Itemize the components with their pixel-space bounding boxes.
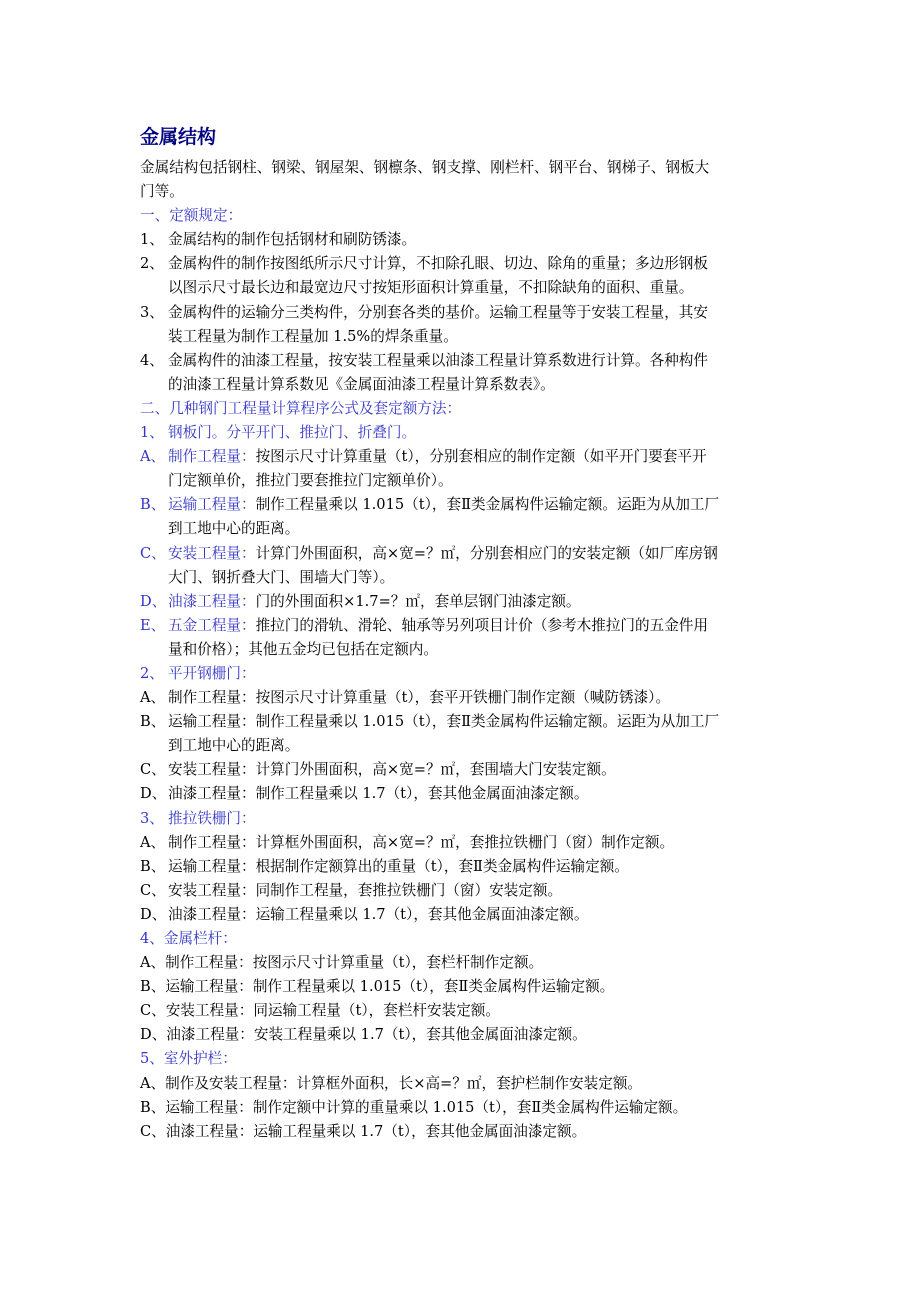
item-text: 大门、钢折叠大门、围墙大门等）。 [168,568,395,586]
item-number: A、 [140,1074,166,1092]
paragraph-list [140,156,780,1144]
item-text: 计算门外围面积，高×宽=？㎡，分别套相应门的安装定额（如厂库房钢 [255,544,718,562]
list-item [140,301,780,349]
list-item [140,951,780,975]
item-number: A、 [140,833,166,851]
text-line [140,638,780,662]
list-item [140,614,780,662]
text-line [140,373,780,397]
list-item [140,782,780,806]
section-heading [140,204,780,228]
text-line [140,590,780,614]
item-label: 油漆工程量： [168,592,256,610]
item-text: 平开钢栅门： [168,664,256,682]
text-line [140,493,780,517]
item-text: 推拉铁栅门： [168,809,256,827]
item-text: 运输工程量：根据制作定额算出的重量（t），套Ⅱ类金属构件运输定额。 [168,857,629,875]
item-number: C、 [140,761,166,779]
text-line [140,999,780,1023]
list-item [140,855,780,879]
text-line [140,204,780,228]
item-text: 二、几种钢门工程量计算程序公式及套定额方法： [140,399,462,417]
item-number: 2、 [140,664,164,682]
text-line [140,517,780,541]
item-text: 运输工程量：制作工程量乘以 1.015（t），套Ⅱ类金属构件运输定额。运距为从加工厂 [168,713,720,731]
item-text: 油漆工程量：制作工程量乘以 1.7（t），套其他金属面油漆定额。 [168,785,589,803]
list-item [140,1120,780,1144]
item-text: 油漆工程量：运输工程量乘以 1.7（t），套其他金属面油漆定额。 [165,1122,587,1140]
item-number: D、 [140,905,167,923]
list-item [140,1096,780,1120]
text-line [140,710,780,734]
section-heading [140,1047,780,1071]
text-line [140,228,780,252]
text-line [140,180,780,204]
text-line [140,421,780,445]
item-label: 五金工程量： [168,616,256,634]
item-number: C、 [140,544,166,562]
item-number: B、 [140,1098,166,1116]
item-text: 以图示尺寸最长边和最宽边尺寸按矩形面积计算重量，不扣除缺角的面积、重量。 [168,279,694,297]
item-label: 安装工程量： [168,544,256,562]
item-text: 一、定额规定： [140,207,243,225]
item-text: 到工地中心的距离。 [168,737,300,755]
list-item [140,493,780,541]
item-number: 2、 [140,255,164,273]
item-text: 制作及安装工程量：计算框外面积，长×高=？㎡，套护栏制作安装定额。 [165,1074,643,1092]
item-text: 金属结构的制作包括钢材和刷防锈漆。 [168,231,417,249]
text-line [140,397,780,421]
text-line [140,349,780,373]
item-number: C、 [140,881,166,899]
list-item [140,758,780,782]
text-line [140,831,780,855]
item-number: A、 [140,954,166,972]
list-item [140,903,780,927]
item-number: 3、 [140,809,164,827]
section-heading [140,662,780,686]
item-text: 制作工程量：按图示尺寸计算重量（t），套平开铁栅门制作定额（喊防锈漆）。 [168,689,671,707]
text-line [140,758,780,782]
list-item [140,879,780,903]
item-text: 金属构件的制作按图纸所示尺寸计算，不扣除孔眼、切边、除角的重量；多边形钢板 [168,255,708,273]
item-text: 制作工程量：计算框外围面积，高×宽=？㎡，套推拉铁栅门（窗）制作定额。 [168,833,675,851]
text-line [140,566,780,590]
item-number: E、 [140,616,166,634]
text-line [140,879,780,903]
item-text: 制作工程量：按图示尺寸计算重量（t），套栏杆制作定额。 [165,954,544,972]
text-line [140,614,780,638]
item-number: B、 [140,978,166,996]
item-number: A、 [140,689,166,707]
section-heading [140,421,780,445]
item-text: 运输工程量：制作定额中计算的重量乘以 1.015（t），套Ⅱ类金属构件运输定额。 [165,1098,688,1116]
text-line [140,1047,780,1071]
list-item [140,975,780,999]
text-line [140,301,780,325]
document-body [140,122,780,1144]
item-text: 的油漆工程量计算系数见《金属面油漆工程量计算系数表》。 [168,375,555,393]
list-item [140,590,780,614]
text-line [140,156,780,180]
text-line [140,686,780,710]
list-item [140,156,780,204]
text-line [140,734,780,758]
list-item [140,445,780,493]
text-line [140,325,780,349]
item-number: B、 [140,713,166,731]
text-line [140,927,780,951]
item-text: 推拉门的滑轨、滑轮、轴承等另列项目计价（参考木推拉门的五金件用 [255,616,708,634]
text-line [140,542,780,566]
item-text: 门定额单价，推拉门要套推拉门定额单价）。 [168,472,453,490]
text-line [140,975,780,999]
list-item [140,252,780,300]
item-text: 油漆工程量：安装工程量乘以 1.7（t），套其他金属面油漆定额。 [166,1026,587,1044]
text-line [140,445,780,469]
item-number: 3、 [140,303,164,321]
item-number: C、 [140,1002,166,1020]
text-line [140,807,780,831]
text-line [140,1023,780,1047]
item-text: 金属构件的油漆工程量，按安装工程量乘以油漆工程量计算系数进行计算。各种构件 [168,351,708,369]
text-line [140,469,780,493]
item-label: 制作工程量： [168,448,256,466]
list-item [140,228,780,252]
item-text: 安装工程量：计算门外围面积，高×宽=？㎡，套围墙大门安装定额。 [168,761,616,779]
text-line [140,276,780,300]
list-item [140,1072,780,1096]
item-text: 装工程量为制作工程量加 1.5%的焊条重量。 [168,327,458,345]
item-text: 按图示尺寸计算重量（t），分别套相应的制作定额（如平开门要套平开 [255,448,707,466]
text-line [140,1096,780,1120]
item-text: 门等。 [140,183,184,201]
item-number: 1、 [140,231,164,249]
item-number: 5、 [140,1050,164,1068]
text-line [140,951,780,975]
item-number: C、 [140,1122,166,1140]
item-text: 安装工程量：同制作工程量，套推拉铁栅门（窗）安装定额。 [168,881,563,899]
item-number: 4、 [140,930,164,947]
item-text: 安装工程量：同运输工程量（t），套栏杆安装定额。 [165,1002,500,1020]
section-heading [140,397,780,421]
item-number: 4、 [140,351,164,369]
item-text: 金属构件的运输分三类构件，分别套各类的基价。运输工程量等于安装工程量，其安 [168,303,708,321]
item-text: 门的外围面积×1.7=？㎡，套单层钢门油漆定额。 [255,592,581,610]
list-item [140,710,780,758]
section-heading [140,807,780,831]
list-item [140,1023,780,1047]
text-line [140,782,780,806]
text-line [140,662,780,686]
item-number: B、 [140,496,166,514]
item-label: 运输工程量： [168,496,256,514]
text-line [140,1120,780,1144]
text-line [140,855,780,879]
item-number: D、 [140,1026,167,1044]
list-item [140,999,780,1023]
list-item [140,349,780,397]
item-text: 钢板门。分平开门、推拉门、折叠门。 [168,424,417,442]
item-number: D、 [140,785,167,803]
item-number: 1、 [140,424,164,442]
list-item [140,686,780,710]
list-item [140,831,780,855]
item-text: 金属结构包括钢柱、钢梁、钢屋架、钢檩条、钢支撑、刚栏杆、钢平台、钢梯子、钢板大 [140,159,710,176]
item-text: 油漆工程量：运输工程量乘以 1.7（t），套其他金属面油漆定额。 [168,905,589,923]
item-number: A、 [140,448,166,466]
item-number: D、 [140,592,167,610]
text-line [140,252,780,276]
item-text: 到工地中心的距离。 [168,520,300,538]
text-line [140,903,780,927]
list-item [140,542,780,590]
item-text: 量和价格）；其他五金均已包括在定额内。 [168,640,438,658]
item-text: 运输工程量：制作工程量乘以 1.015（t），套Ⅱ类金属构件运输定额。 [165,978,615,996]
text-line [140,1072,780,1096]
item-text: 制作工程量乘以 1.015（t），套Ⅱ类金属构件运输定额。运距为从加工厂 [255,496,720,514]
page-title: 金属结构 [140,126,217,148]
item-text: 室外护栏： [163,1050,237,1068]
item-number: B、 [140,857,166,875]
item-text: 金属栏杆： [163,930,237,947]
section-heading [140,927,780,951]
